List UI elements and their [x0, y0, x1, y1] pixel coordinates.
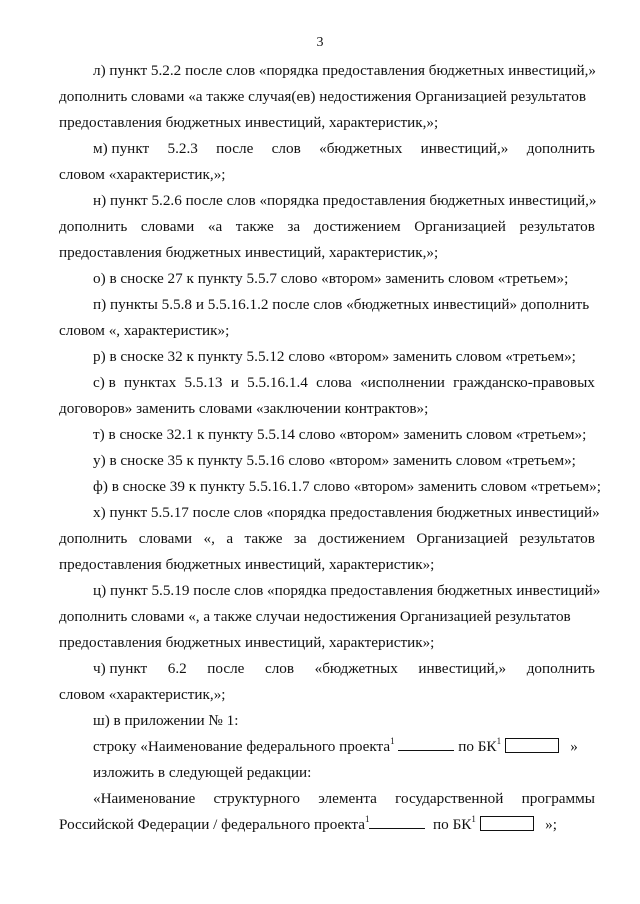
- item-o: о) в сноске 27 к пункту 5.5.7 слово «втором» заменить словом «третьем»;: [93, 270, 569, 287]
- new-bk-text: по БК: [433, 816, 472, 833]
- word: результатов: [519, 218, 595, 235]
- item-m-line-2: словом «характеристик,»;: [59, 166, 226, 183]
- word: и: [230, 374, 239, 391]
- item-s-line-2: договоров» заменить словами «заключении контрактов»;: [59, 400, 429, 417]
- word: слов: [271, 140, 301, 157]
- word: 6.2: [167, 660, 187, 677]
- word: элемента: [318, 790, 377, 807]
- word: слова: [316, 374, 352, 391]
- word: «бюджетных: [319, 140, 403, 157]
- item-ts-line-3: предоставления бюджетных инвестиций, характеристик»;: [59, 634, 435, 651]
- word: также: [244, 530, 283, 547]
- item-n-line-2: [59, 217, 595, 237]
- empty-box: [480, 816, 534, 831]
- item-h-line-2: [59, 529, 595, 549]
- item-p-line-2: словом «, характеристик»;: [59, 322, 230, 339]
- item-n-line-3: предоставления бюджетных инвестиций, характеристик,»;: [59, 244, 439, 261]
- item-p-line-1: п) пункты 5.5.8 и 5.5.16.1.2 после слов «бюджетных инвестиций» дополнить: [93, 296, 590, 313]
- new-text: Российской Федерации / федерального проекта: [59, 816, 365, 833]
- word: а: [226, 530, 234, 547]
- word: за: [287, 218, 301, 235]
- word: инвестиций,»: [418, 660, 507, 677]
- word: 5.5.13: [184, 374, 223, 391]
- word: за: [293, 530, 307, 547]
- footnote-mark: 1: [390, 735, 395, 746]
- new-line-1: [93, 789, 595, 809]
- item-s-line-1: [93, 373, 595, 393]
- item-h-line-3: предоставления бюджетных инвестиций, характеристик»;: [59, 556, 435, 573]
- footnote-mark: 1: [471, 813, 476, 824]
- word: «бюджетных: [314, 660, 398, 677]
- edit-intro: изложить в следующей редакции:: [93, 764, 312, 781]
- item-l-line-1: л) пункт 5.2.2 после слов «порядка предоставления бюджетных инвестиций,»: [93, 62, 596, 79]
- item-ch-line-1: [93, 659, 595, 679]
- word: после: [216, 140, 254, 157]
- word: «а: [207, 218, 223, 235]
- item-h-line-1: х) пункт 5.5.17 после слов «порядка предоставления бюджетных инвестиций»: [93, 504, 600, 521]
- word: дополнить: [526, 660, 595, 677]
- footnote-mark: 1: [364, 813, 370, 824]
- word: с) в: [93, 374, 116, 391]
- item-n-line-1: н) пункт 5.2.6 после слов «порядка предоставления бюджетных инвестиций,»: [93, 192, 597, 209]
- word: словами: [140, 218, 195, 235]
- item-l-line-3: предоставления бюджетных инвестиций, характеристик,»;: [59, 114, 439, 131]
- row-end: »: [570, 738, 578, 755]
- word: государственной: [395, 790, 504, 807]
- item-sh: ш) в приложении № 1:: [93, 712, 239, 729]
- word: 5.2.3: [167, 140, 198, 157]
- word: м) пункт: [93, 140, 150, 157]
- item-ts-line-2: дополнить словами «, а также случаи недостижения Организацией результатов: [59, 608, 571, 625]
- item-t: т) в сноске 32.1 к пункту 5.5.14 слово «втором» заменить словом «третьем»;: [93, 426, 587, 443]
- word: после: [207, 660, 245, 677]
- word: Организацией: [414, 218, 506, 235]
- row-bk-text: по БК: [458, 738, 497, 755]
- word: программы: [521, 790, 595, 807]
- blank-underline: [369, 816, 425, 829]
- word: гражданско-правовых: [453, 374, 595, 391]
- word: словами: [138, 530, 193, 547]
- footnote-mark: 1: [496, 735, 502, 746]
- word: «,: [203, 530, 215, 547]
- word: Организацией: [416, 530, 509, 547]
- item-l-line-2: дополнить словами «а также случая(ев) недостижения Организацией результатов: [59, 88, 587, 105]
- word: «Наименование: [93, 790, 196, 807]
- row-line: [93, 737, 595, 757]
- word: дополнить: [59, 530, 128, 547]
- blank-underline: [398, 738, 454, 751]
- word: результатов: [519, 530, 595, 547]
- new-end: »;: [545, 816, 557, 833]
- word: дополнить: [59, 218, 128, 235]
- page-number: 3: [316, 35, 324, 50]
- word: ч) пункт: [93, 660, 148, 677]
- word: 5.5.16.1.4: [247, 374, 308, 391]
- empty-box: [505, 738, 559, 753]
- new-line-2: [59, 815, 595, 835]
- word: дополнить: [526, 140, 595, 157]
- word: пунктах: [124, 374, 177, 391]
- item-u: у) в сноске 35 к пункту 5.5.16 слово «втором» заменить словом «третьем»;: [93, 452, 576, 469]
- item-m-line-1: [93, 139, 595, 159]
- word: структурного: [213, 790, 301, 807]
- item-r: р) в сноске 32 к пункту 5.5.12 слово «втором» заменить словом «третьем»;: [93, 348, 576, 365]
- word: «исполнении: [360, 374, 445, 391]
- word: достижением: [313, 218, 401, 235]
- item-ch-line-2: словом «характеристик,»;: [59, 686, 226, 703]
- word: достижением: [318, 530, 405, 547]
- word: слов: [264, 660, 295, 677]
- row-text: строку «Наименование федерального проекта: [93, 738, 391, 755]
- item-ts-line-1: ц) пункт 5.5.19 после слов «порядка предоставления бюджетных инвестиций»: [93, 582, 601, 599]
- item-f: ф) в сноске 39 к пункту 5.5.16.1.7 слово «втором» заменить словом «третьем»;: [93, 478, 601, 495]
- word: также: [235, 218, 274, 235]
- word: инвестиций,»: [420, 140, 509, 157]
